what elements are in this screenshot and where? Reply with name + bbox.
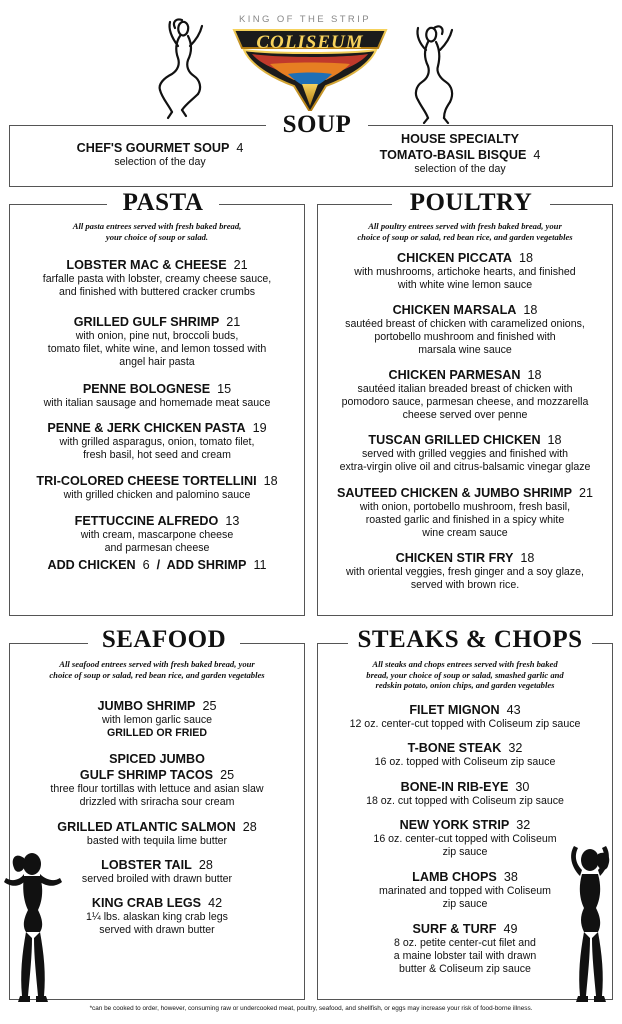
menu-item bbox=[322, 432, 608, 474]
menu-item bbox=[14, 257, 300, 299]
soup-item-chefs bbox=[30, 140, 290, 169]
item-desc: selection of the day bbox=[414, 163, 506, 175]
note-line: choice of soup or salad, red bean rice, and garden vegetables bbox=[49, 669, 265, 680]
item-desc: wine cream sauce bbox=[422, 527, 508, 539]
item-name: CHEF'S GOURMET SOUP bbox=[76, 141, 230, 155]
item-name: SURF & TURF bbox=[412, 922, 497, 936]
item-price: 43 bbox=[506, 703, 521, 717]
note-line: All poultry entrees served with fresh baked bread, your bbox=[368, 221, 562, 231]
note-line: redskin potato, onion chips, and garden vegetables bbox=[375, 680, 555, 690]
soup-item-bisque bbox=[330, 131, 590, 176]
item-desc: 12 oz. center-cut topped with Coliseum zip sauce bbox=[349, 718, 581, 730]
dancer-silhouette-bottom-left-icon bbox=[2, 846, 64, 1006]
item-name: CHICKEN PICCATA bbox=[397, 251, 512, 265]
item-name: GRILLED GULF SHRIMP bbox=[73, 315, 220, 329]
item-price: 21 bbox=[579, 486, 594, 500]
item-desc: with grilled asparagus, onion, tomato filet, bbox=[59, 436, 255, 448]
addon-shrimp: ADD SHRIMP bbox=[166, 558, 247, 572]
food-safety-footnote: *can be cooked to order, however, consuming raw or undercooked meat, poultry, seafood, and shellfish, or eggs may increase your risk of food-borne illness. bbox=[89, 1005, 533, 1012]
seafood-note bbox=[14, 659, 300, 680]
note-line: All pasta entrees served with fresh baked bread, bbox=[72, 221, 242, 231]
item-desc: three flour tortillas with lettuce and asian slaw bbox=[50, 783, 264, 795]
item-desc: extra-virgin olive oil and citrus-balsamic vinegar glaze bbox=[339, 461, 591, 473]
item-name: TOMATO-BASIL BISQUE bbox=[379, 148, 527, 162]
dancer-silhouette-bottom-right-icon bbox=[558, 846, 620, 1006]
item-desc: with lemon garlic sauce bbox=[101, 714, 213, 726]
menu-item bbox=[322, 779, 608, 808]
item-price: 28 bbox=[198, 858, 213, 872]
item-name: SAUTEED CHICKEN & JUMBO SHRIMP bbox=[336, 486, 573, 500]
item-desc: basted with tequila lime butter bbox=[86, 835, 228, 847]
item-desc: marsala wine sauce bbox=[418, 344, 512, 356]
item-desc: with italian sausage and homemade meat sauce bbox=[43, 397, 271, 409]
item-desc: cheese served over penne bbox=[402, 409, 528, 421]
poultry-note bbox=[322, 221, 608, 242]
header bbox=[0, 0, 622, 120]
item-price: 49 bbox=[503, 922, 518, 936]
item-desc: 8 oz. petite center-cut filet and bbox=[394, 937, 536, 949]
item-desc: portobello mushroom and finished with bbox=[374, 331, 556, 343]
item-price: 28 bbox=[242, 820, 257, 834]
menu-item bbox=[14, 751, 300, 809]
item-name: LOBSTER TAIL bbox=[101, 858, 192, 872]
item-desc: served with drawn butter bbox=[99, 924, 215, 936]
item-desc: with mushrooms, artichoke hearts, and finished bbox=[354, 266, 576, 278]
item-desc: zip sauce bbox=[442, 898, 488, 910]
item-price: 32 bbox=[516, 818, 531, 832]
item-desc: farfalle pasta with lobster, creamy cheese sauce, bbox=[42, 273, 272, 285]
item-name: GRILLED ATLANTIC SALMON bbox=[57, 820, 236, 834]
menu-item bbox=[322, 302, 608, 357]
item-desc: drizzled with sriracha sour cream bbox=[79, 796, 235, 808]
item-name: T-BONE STEAK bbox=[407, 741, 502, 755]
item-desc: and parmesan cheese bbox=[104, 542, 210, 554]
item-name: CHICKEN MARSALA bbox=[392, 303, 517, 317]
item-name: TRI-COLORED CHEESE TORTELLINI bbox=[36, 474, 257, 488]
pasta-note bbox=[14, 221, 300, 242]
pasta-title: PASTA bbox=[107, 189, 219, 217]
item-name: GULF SHRIMP TACOS bbox=[79, 768, 214, 782]
item-price: 38 bbox=[503, 870, 518, 884]
note-line: All steaks and chops entrees served with fresh baked bbox=[372, 659, 558, 669]
item-desc: fresh basil, hot seed and cream bbox=[83, 449, 231, 461]
item-desc: 16 oz. topped with Coliseum zip sauce bbox=[374, 756, 556, 768]
item-price: 18 bbox=[527, 368, 542, 382]
item-price: 18 bbox=[520, 551, 535, 565]
item-price: 18 bbox=[263, 474, 278, 488]
item-price: 32 bbox=[508, 741, 523, 755]
note-line: All seafood entrees served with fresh baked bread, your bbox=[59, 659, 255, 669]
item-desc: with onion, portobello mushroom, fresh basil, bbox=[359, 501, 571, 513]
item-desc: sautéed italian breaded breast of chicken with bbox=[357, 383, 573, 395]
item-name: PENNE BOLOGNESE bbox=[82, 382, 211, 396]
item-price: 18 bbox=[518, 251, 533, 265]
item-desc: a maine lobster tail with drawn bbox=[393, 950, 537, 962]
menu-item bbox=[322, 367, 608, 422]
item-name: CHICKEN PARMESAN bbox=[388, 368, 521, 382]
item-name: FILET MIGNON bbox=[409, 703, 500, 717]
item-desc: served broiled with drawn butter bbox=[81, 873, 233, 885]
item-desc: zip sauce bbox=[442, 846, 488, 858]
item-price: 25 bbox=[202, 699, 217, 713]
item-price: 21 bbox=[226, 315, 241, 329]
item-desc: with cream, mascarpone cheese bbox=[80, 529, 234, 541]
menu-item bbox=[14, 381, 300, 410]
addon-chicken: ADD CHICKEN bbox=[47, 558, 136, 572]
item-desc: sautéed breast of chicken with caramelized onions, bbox=[345, 318, 585, 330]
item-desc: marinated and topped with Coliseum bbox=[379, 885, 551, 897]
item-price: 15 bbox=[217, 382, 232, 396]
item-price: 18 bbox=[523, 303, 538, 317]
item-price: 30 bbox=[515, 780, 530, 794]
menu-item bbox=[322, 550, 608, 592]
item-name: TUSCAN GRILLED CHICKEN bbox=[368, 433, 541, 447]
steaks-title: STEAKS & CHOPS bbox=[348, 626, 592, 654]
pasta-addons bbox=[14, 557, 300, 573]
steaks-note bbox=[322, 659, 608, 691]
item-price: 42 bbox=[208, 896, 223, 910]
menu-item bbox=[14, 513, 300, 555]
item-desc: pomodoro sauce, parmesan cheese, and mozzarella bbox=[341, 396, 589, 408]
note-line: choice of soup or salad, red bean rice, and garden vegetables bbox=[357, 231, 573, 242]
addon-chicken-price: 6 bbox=[142, 558, 150, 572]
item-desc: with oriental veggies, fresh ginger and a soy glaze, bbox=[346, 566, 584, 578]
item-name-line1: SPICED JUMBO bbox=[109, 752, 205, 766]
menu-item bbox=[14, 819, 300, 848]
logo-name: COLISEUM bbox=[256, 32, 364, 53]
menu-item bbox=[322, 485, 608, 540]
poultry-title: POULTRY bbox=[392, 189, 550, 217]
item-name: FETTUCCINE ALFREDO bbox=[74, 514, 219, 528]
item-price: 4 bbox=[533, 148, 541, 162]
item-price: 21 bbox=[233, 258, 248, 272]
item-desc: selection of the day bbox=[114, 156, 206, 168]
dancer-silhouette-left-icon bbox=[142, 16, 212, 120]
item-price: 19 bbox=[252, 421, 267, 435]
item-desc: roasted garlic and finished in a spicy white bbox=[365, 514, 565, 526]
item-desc: 1¼ lbs. alaskan king crab legs bbox=[86, 911, 228, 923]
item-name: PENNE & JERK CHICKEN PASTA bbox=[47, 421, 246, 435]
item-name: LAMB CHOPS bbox=[412, 870, 497, 884]
item-desc: with white wine lemon sauce bbox=[397, 279, 533, 291]
item-desc: with grilled chicken and palomino sauce bbox=[63, 489, 251, 501]
item-desc: 18 oz. cut topped with Coliseum zip sauce bbox=[366, 795, 564, 807]
soup-title: SOUP bbox=[266, 111, 368, 139]
item-price: 18 bbox=[547, 433, 562, 447]
item-name: CHICKEN STIR FRY bbox=[395, 551, 514, 565]
menu-item bbox=[14, 420, 300, 462]
addon-separator: / bbox=[156, 558, 161, 572]
item-desc: butter & Coliseum zip sauce bbox=[399, 963, 531, 975]
dancer-silhouette-right-icon bbox=[400, 20, 470, 124]
item-desc: tomato filet, white wine, and lemon tossed with bbox=[47, 343, 267, 355]
item-price: 13 bbox=[225, 514, 240, 528]
note-line: your choice of soup or salad. bbox=[105, 231, 209, 242]
menu-item bbox=[322, 250, 608, 292]
item-desc: served with brown rice. bbox=[410, 579, 520, 591]
item-desc: angel hair pasta bbox=[119, 356, 195, 368]
item-desc: and finished with buttered cracker crumbs bbox=[58, 286, 256, 298]
menu-item bbox=[14, 698, 300, 740]
menu-item bbox=[322, 740, 608, 769]
seafood-title: SEAFOOD bbox=[88, 626, 240, 654]
item-name: JUMBO SHRIMP bbox=[97, 699, 196, 713]
item-name: LOBSTER MAC & CHEESE bbox=[66, 258, 227, 272]
addon-shrimp-price: 11 bbox=[253, 558, 267, 572]
item-name: KING CRAB LEGS bbox=[91, 896, 202, 910]
item-desc: 16 oz. center-cut topped with Coliseum bbox=[373, 833, 557, 845]
item-price: 25 bbox=[220, 768, 235, 782]
menu-item bbox=[14, 314, 300, 369]
item-name: BONE-IN RIB-EYE bbox=[400, 780, 509, 794]
item-desc: served with grilled veggies and finished with bbox=[361, 448, 569, 460]
menu-item bbox=[322, 702, 608, 731]
logo-tagline: KING OF THE STRIP bbox=[239, 14, 371, 25]
item-name-line1: HOUSE SPECIALTY bbox=[400, 132, 520, 146]
item-price: 4 bbox=[236, 141, 244, 155]
menu-item bbox=[14, 473, 300, 502]
item-name: NEW YORK STRIP bbox=[399, 818, 510, 832]
note-line: bread, your choice of soup or salad, smashed garlic and bbox=[366, 669, 564, 680]
item-desc: with onion, pine nut, broccoli buds, bbox=[75, 330, 239, 342]
item-desc: GRILLED OR FRIED bbox=[106, 727, 208, 739]
